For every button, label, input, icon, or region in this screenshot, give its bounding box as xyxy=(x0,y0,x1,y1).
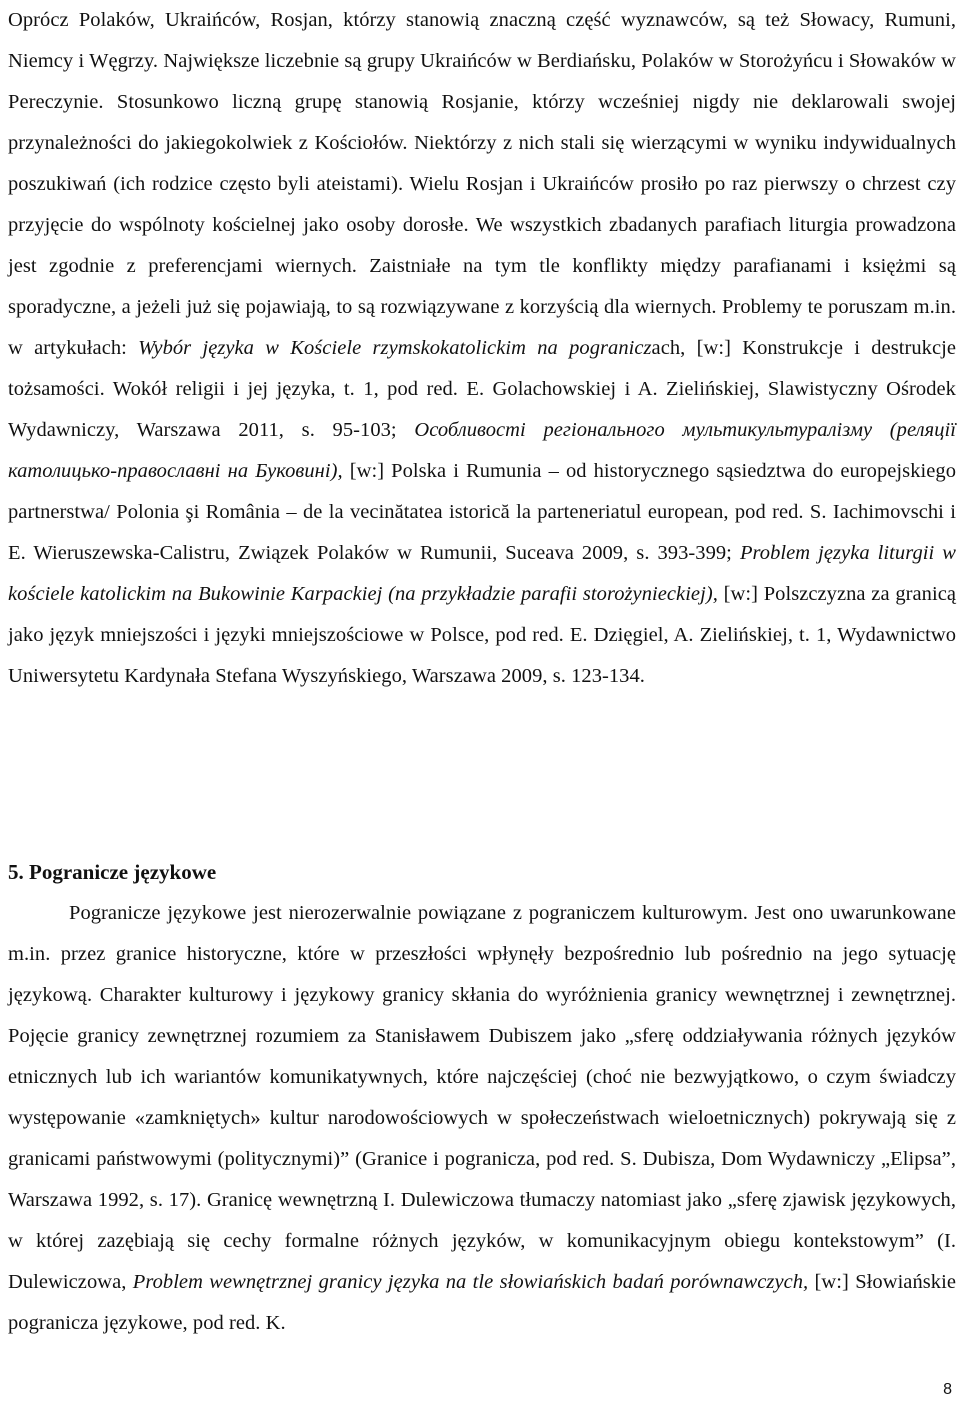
page-number: 8 xyxy=(943,1381,952,1398)
paragraph-1-italic-title-1: Wybór języka w Kościele rzymskokatolickim na pogranicz xyxy=(138,337,652,359)
paragraph-1-italic-title-2: Особливості регіонального мультикультуралізму (реляції католицько-православні на Буковині), xyxy=(8,419,956,482)
paragraph-1 xyxy=(8,0,956,697)
paragraph-2-text-b: [w:] Słowiańskie pogranicza językowe, pod red. K. xyxy=(8,1271,956,1334)
paragraph-2 xyxy=(8,893,956,1344)
paragraph-1-text-a: Oprócz Polaków, Ukraińców, Rosjan, którzy stanowią znaczną część wyznawców, są też Słowacy, Rumuni, Niemcy i Węgrzy. Największe liczebnie są grupy Ukraińców w Berdiańsku, Polaków w Storożyńcu i Słowaków w Pereczynie. Stosunkowo liczną grupę stanowią Rosjanie, którzy wcześniej nigdy nie deklarowali swojej przynależności do jakiegokolwiek z Kościołów. Niektórzy z nich stali się wierzącymi w wyniku indywidualnych poszukiwań (ich rodzice często byli ateistami). Wielu Rosjan i Ukraińców prosiło po raz pierwszy o chrzest czy przyjęcie do wspólnoty kościelnej jako osoby dorosłe. We wszystkich zbadanych parafiach liturgia prowadzona jest zgodnie z preferencjami wiernych. Zaistniałe na tym tle konflikty między parafianami i księżmi są sporadyczne, a jeżeli już się pojawiają, to są rozwiązywane z korzyścią dla wiernych. Problemy te poruszam m.in. w artykułach: xyxy=(8,9,956,359)
section-heading: 5. Pogranicze językowe xyxy=(8,860,217,884)
paragraph-1-text-b: ach, [w:] Konstrukcje i destrukcje tożsamości. Wokół religii i jej języka, t. 1, pod red. E. Golachowskiej i A. Zielińskiej, Slawistyczny Ośrodek Wydawniczy, Warszawa 2011, s. 95-103; xyxy=(8,337,957,441)
paragraph-2-text-a: Pogranicze językowe jest nierozerwalnie powiązane z pograniczem kulturowym. Jest ono uwarunkowane m.in. przez granice historyczne, które w przeszłości wpłynęły bezpośrednio lub pośrednio na jego sytuację językową. Charakter kulturowy i językowy granicy skłania do wyróżnienia granicy wewnętrznej i zewnętrznej. Pojęcie granicy zewnętrznej rozumiem za Stanisławem Dubiszem jako „sferę oddziaływania różnych języków etnicznych lub ich wariantów komunikatywnych, które najczęściej (choć nie bezwyjątkowo, o czym świadczy występowanie «zamkniętych» kultur narodowościowych w społeczeństwach wieloetnicznych) pokrywają się z granicami państwowymi (politycznymi)” (Granice i pogranicza, pod red. S. Dubisza, Dom Wydawniczy „Elipsa”, Warszawa 1992, s. 17). Granicę wewnętrzną I. Dulewiczowa tłumaczy natomiast jako „sferę zjawisk językowych, w której zazębiają się cechy formalne różnych języków, w komunikacyjnym obiegu kontekstowym” (I. Dulewiczowa, xyxy=(8,902,956,1293)
paragraph-1-text-d: [w:] Polszczyzna za granicą jako język mniejszości i języki mniejszościowe w Polsce, pod red. E. Dzięgiel, A. Zielińskiej, t. 1, Wydawnictwo Uniwersytetu Kardynała Stefana Wyszyńskiego, Warszawa 2009, s. 123-134. xyxy=(8,583,957,687)
paragraph-2-italic-title-1: Problem wewnętrznej granicy języka na tle słowiańskich badań porównawczych, xyxy=(132,1271,809,1293)
paragraph-1-text-c: [w:] Polska i Rumunia ‒ od historycznego sąsiedztwa do europejskiego partnerstwa/ Polonia şi România ‒ de la vecinătatea istorică la parteneriatul european, pod red. S. Iachimovschi i E. Wieruszewska-Calistru, Związek Polaków w Rumunii, Suceava 2009, s. 393-399; xyxy=(8,460,956,564)
paragraph-1-italic-title-3: Problem języka liturgii w kościele katolickim na Bukowinie Karpackiej (na przykładzie parafii storożynieckiej), xyxy=(8,542,956,605)
